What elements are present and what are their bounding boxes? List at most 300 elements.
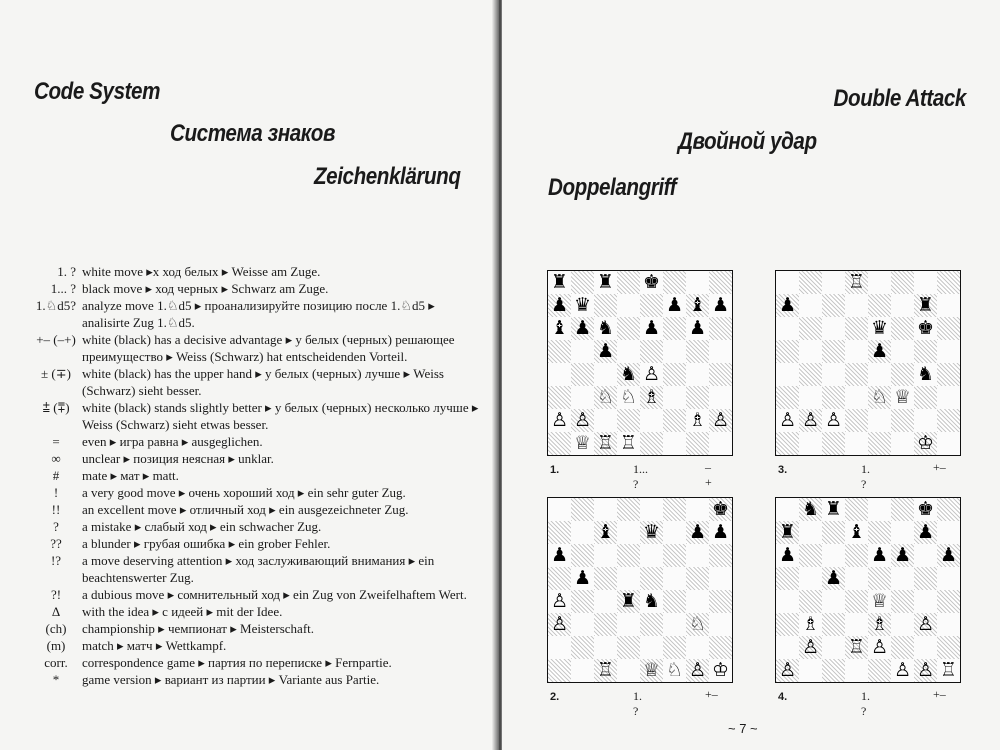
board-square	[571, 613, 594, 636]
title-english-right: Double Attack	[833, 85, 966, 112]
board-square	[776, 432, 799, 455]
chess-piece-icon: ♝	[847, 521, 866, 543]
board-square	[663, 386, 686, 409]
chess-piece-icon: ♝	[596, 521, 615, 543]
board-square	[548, 386, 571, 409]
board-square	[594, 613, 617, 636]
legend-symbol: ?	[53, 519, 59, 534]
legend-symbol: +– (–+)	[36, 332, 76, 347]
chess-piece-icon: ♙	[824, 409, 843, 431]
chess-piece-icon: ♖	[847, 271, 866, 293]
board-square	[868, 567, 891, 590]
board-square	[822, 590, 845, 613]
page-number: ~ 7 ~	[728, 721, 758, 736]
board-square	[868, 294, 891, 317]
chess-piece-icon: ♙	[778, 409, 797, 431]
board-square	[868, 498, 891, 521]
board-square	[640, 544, 663, 567]
board-square	[822, 432, 845, 455]
chess-piece-icon: ♖	[847, 636, 866, 658]
chess-piece-icon: ♚	[916, 317, 935, 339]
chess-piece-icon: ♔	[711, 659, 730, 681]
board-square	[822, 294, 845, 317]
legend-description: black move ▸ ход черных ▸ Schwarz am Zuge.	[82, 281, 329, 296]
diagram-prompt: 1. ?	[861, 689, 870, 718]
board-square	[799, 521, 822, 544]
board-square	[868, 271, 891, 294]
board-square	[594, 590, 617, 613]
board-square	[686, 498, 709, 521]
diagram-number: 3.	[778, 464, 788, 476]
board-square	[617, 636, 640, 659]
legend-symbol: !?	[50, 553, 62, 568]
board-square	[799, 340, 822, 363]
board-square	[594, 294, 617, 317]
diagram-evaluation: +–	[933, 687, 946, 701]
chess-piece-icon: ♖	[596, 659, 615, 681]
chess-piece-icon: ♘	[596, 386, 615, 408]
legend-description: white (black) stands slightly better ▸ у белых (черных) несколько лучше ▸ Weiss (Schwarz) sieht etwas besser.	[82, 400, 479, 432]
board-square	[776, 271, 799, 294]
board-square	[845, 613, 868, 636]
board-square	[845, 386, 868, 409]
board-square	[663, 567, 686, 590]
board-square	[640, 409, 663, 432]
board-square	[845, 409, 868, 432]
legend-description: mate ▸ мат ▸ matt.	[82, 468, 179, 483]
legend-symbol: !!	[51, 502, 61, 517]
board-square	[776, 340, 799, 363]
board-square	[914, 386, 937, 409]
diagram-number: 2.	[550, 691, 560, 703]
board-square	[686, 544, 709, 567]
legend-description: a dubious move ▸ сомнительный ход ▸ ein Zug von Zweifelhaftem Wert.	[82, 587, 467, 602]
legend-row	[30, 484, 480, 501]
chess-board	[775, 497, 961, 683]
board-square	[663, 432, 686, 455]
board-square	[845, 363, 868, 386]
board-square	[686, 340, 709, 363]
chess-piece-icon: ♟	[778, 294, 797, 316]
board-square	[845, 294, 868, 317]
chess-piece-icon: ♟	[711, 521, 730, 543]
board-square	[709, 271, 732, 294]
board-square	[617, 317, 640, 340]
legend-row	[30, 297, 480, 331]
legend-description: match ▸ матч ▸ Wettkampf.	[82, 638, 227, 653]
chess-piece-icon: ♞	[801, 498, 820, 520]
board-square	[822, 544, 845, 567]
chess-board	[547, 270, 733, 456]
board-square	[709, 567, 732, 590]
board-square	[617, 271, 640, 294]
board-square	[571, 363, 594, 386]
board-square	[822, 386, 845, 409]
chess-piece-icon: ♟	[550, 294, 569, 316]
board-square	[799, 271, 822, 294]
board-square	[822, 613, 845, 636]
board-square	[891, 567, 914, 590]
board-square	[594, 544, 617, 567]
board-square	[937, 432, 960, 455]
legend-symbol: ∞	[51, 451, 61, 466]
board-square	[686, 432, 709, 455]
chess-piece-icon: ♖	[596, 432, 615, 454]
legend-description: with the idea ▸ с идеей ▸ mit der Idee.	[82, 604, 283, 619]
board-square	[663, 317, 686, 340]
chess-piece-icon: ♚	[711, 498, 730, 520]
legend-row	[30, 433, 480, 450]
board-square	[548, 363, 571, 386]
chess-piece-icon: ♕	[870, 590, 889, 612]
chess-piece-icon: ♛	[573, 294, 592, 316]
title-russian-right: Двойной удар	[678, 128, 817, 155]
legend-description: a blunder ▸ грубая ошибка ▸ ein grober Fehler.	[82, 536, 331, 551]
board-square	[709, 317, 732, 340]
chess-piece-icon: ♟	[665, 294, 684, 316]
legend-row	[30, 654, 480, 671]
board-square	[640, 340, 663, 363]
board-square	[617, 409, 640, 432]
chess-piece-icon: ♜	[824, 498, 843, 520]
chess-piece-icon: ♞	[916, 363, 935, 385]
board-square	[868, 521, 891, 544]
chess-piece-icon: ♘	[870, 386, 889, 408]
legend-row	[30, 603, 480, 620]
board-square	[822, 659, 845, 682]
chess-piece-icon: ♙	[801, 636, 820, 658]
board-square	[776, 567, 799, 590]
legend-symbol: !	[53, 485, 59, 500]
board-square	[799, 294, 822, 317]
legend-row	[30, 620, 480, 637]
board-square	[914, 636, 937, 659]
board-square	[776, 317, 799, 340]
board-square	[891, 636, 914, 659]
board-square	[845, 590, 868, 613]
board-square	[709, 386, 732, 409]
chess-piece-icon: ♙	[711, 409, 730, 431]
board-square	[891, 271, 914, 294]
board-square	[571, 498, 594, 521]
board-square	[937, 271, 960, 294]
chess-piece-icon: ♘	[688, 613, 707, 635]
board-square	[937, 409, 960, 432]
title-russian: Система знаков	[170, 120, 336, 147]
chess-piece-icon: ♝	[688, 294, 707, 316]
chess-piece-icon: ♚	[642, 271, 661, 293]
chess-piece-icon: ♟	[916, 521, 935, 543]
legend-description: white (black) has the upper hand ▸ у белых (черных) лучше ▸ Weiss (Schwarz) sieht besser.	[82, 366, 444, 398]
title-english: Code System	[34, 78, 161, 105]
chess-piece-icon: ♟	[870, 544, 889, 566]
board-square	[686, 567, 709, 590]
board-square	[914, 567, 937, 590]
legend-description: a very good move ▸ очень хороший ход ▸ ein sehr guter Zug.	[82, 485, 406, 500]
board-square	[914, 590, 937, 613]
board-square	[709, 636, 732, 659]
board-square	[571, 590, 594, 613]
board-square	[937, 567, 960, 590]
board-square	[594, 498, 617, 521]
diagram-prompt: 1. ?	[861, 462, 870, 491]
chess-piece-icon: ♙	[916, 613, 935, 635]
board-square	[891, 613, 914, 636]
legend-row	[30, 552, 480, 586]
legend-description: unclear ▸ позиция неясная ▸ unklar.	[82, 451, 274, 466]
legend-description: game version ▸ вариант из партии ▸ Variante aus Partie.	[82, 672, 380, 687]
board-square	[709, 363, 732, 386]
board-square	[709, 432, 732, 455]
chess-piece-icon: ♟	[573, 317, 592, 339]
board-square	[571, 386, 594, 409]
legend-description: correspondence game ▸ партия по переписке ▸ Fernpartie.	[82, 655, 392, 670]
chess-piece-icon: ♛	[642, 521, 661, 543]
board-square	[640, 498, 663, 521]
board-square	[845, 659, 868, 682]
board-square	[617, 659, 640, 682]
legend-row	[30, 399, 480, 433]
board-square	[594, 636, 617, 659]
chess-piece-icon: ♘	[665, 659, 684, 681]
board-square	[891, 294, 914, 317]
board-square	[891, 363, 914, 386]
board-square	[571, 544, 594, 567]
board-square	[617, 521, 640, 544]
legend-row	[30, 637, 480, 654]
chess-piece-icon: ♕	[642, 659, 661, 681]
chess-piece-icon: ♖	[619, 432, 638, 454]
board-square	[937, 363, 960, 386]
board-square	[822, 363, 845, 386]
legend-symbol: Δ	[51, 604, 61, 619]
legend-description: even ▸ игра равна ▸ ausgeglichen.	[82, 434, 263, 449]
board-square	[663, 363, 686, 386]
board-square	[776, 363, 799, 386]
board-square	[776, 386, 799, 409]
board-square	[571, 340, 594, 363]
chess-piece-icon: ♜	[778, 521, 797, 543]
legend-row	[30, 263, 480, 280]
board-square	[776, 613, 799, 636]
title-german-right: Doppelangriff	[548, 174, 677, 201]
board-square	[571, 521, 594, 544]
chess-piece-icon: ♞	[642, 590, 661, 612]
diagram-prompt: 1... ?	[633, 462, 648, 491]
board-square	[799, 544, 822, 567]
chess-piece-icon: ♙	[550, 409, 569, 431]
chess-board	[775, 270, 961, 456]
board-square	[822, 340, 845, 363]
chess-piece-icon: ♗	[688, 409, 707, 431]
chess-piece-icon: ♙	[573, 409, 592, 431]
board-square	[845, 317, 868, 340]
legend-symbol: *	[52, 672, 60, 687]
legend-symbol: =	[52, 434, 60, 449]
chess-piece-icon: ♟	[870, 340, 889, 362]
diagram-evaluation: +–	[933, 460, 946, 474]
board-square	[617, 567, 640, 590]
board-square	[799, 386, 822, 409]
legend-row	[30, 467, 480, 484]
chess-piece-icon: ♚	[916, 498, 935, 520]
board-square	[686, 363, 709, 386]
chess-piece-icon: ♟	[688, 317, 707, 339]
board-square	[548, 498, 571, 521]
chess-piece-icon: ♟	[550, 544, 569, 566]
board-square	[868, 432, 891, 455]
chess-piece-icon: ♙	[801, 409, 820, 431]
legend-symbol: 1. ?	[57, 264, 76, 279]
board-square	[937, 521, 960, 544]
board-square	[845, 544, 868, 567]
legend-symbol: ± (∓)	[41, 366, 71, 381]
board-square	[868, 363, 891, 386]
legend-symbol: corr.	[44, 655, 68, 670]
board-square	[868, 659, 891, 682]
board-square	[937, 636, 960, 659]
chess-piece-icon: ♕	[893, 386, 912, 408]
board-square	[799, 659, 822, 682]
board-square	[571, 659, 594, 682]
board-square	[937, 294, 960, 317]
left-page	[0, 0, 498, 750]
board-square	[548, 567, 571, 590]
board-square	[845, 432, 868, 455]
chess-piece-icon: ♟	[573, 567, 592, 589]
diagram-evaluation: +–	[705, 687, 718, 701]
board-square	[640, 636, 663, 659]
board-square	[822, 317, 845, 340]
legend-symbol: 1.♘d5?	[35, 298, 76, 313]
board-square	[891, 409, 914, 432]
chess-piece-icon: ♞	[619, 363, 638, 385]
board-square	[640, 613, 663, 636]
board-square	[548, 659, 571, 682]
board-square	[617, 613, 640, 636]
chess-piece-icon: ♙	[550, 613, 569, 635]
chess-piece-icon: ♜	[550, 271, 569, 293]
chess-piece-icon: ♟	[711, 294, 730, 316]
legend-symbol: #	[52, 468, 60, 483]
board-square	[822, 521, 845, 544]
board-square	[663, 636, 686, 659]
chess-piece-icon: ♟	[939, 544, 958, 566]
legend-row	[30, 450, 480, 467]
board-square	[594, 567, 617, 590]
legend-row	[30, 331, 480, 365]
board-square	[914, 340, 937, 363]
board-square	[937, 386, 960, 409]
legend-description: an excellent move ▸ отличный ход ▸ ein ausgezeichneter Zug.	[82, 502, 409, 517]
board-square	[845, 498, 868, 521]
board-square	[891, 432, 914, 455]
board-square	[663, 409, 686, 432]
board-square	[663, 521, 686, 544]
chess-piece-icon: ♙	[916, 659, 935, 681]
board-square	[845, 567, 868, 590]
board-square	[799, 317, 822, 340]
chess-piece-icon: ♘	[619, 386, 638, 408]
board-square	[663, 498, 686, 521]
chess-piece-icon: ♟	[596, 340, 615, 362]
diagram-number: 1.	[550, 464, 560, 476]
board-square	[548, 340, 571, 363]
board-square	[776, 636, 799, 659]
chess-piece-icon: ♙	[550, 590, 569, 612]
chess-piece-icon: ♗	[642, 386, 661, 408]
board-square	[617, 294, 640, 317]
board-square	[914, 544, 937, 567]
diagram-number: 4.	[778, 691, 788, 703]
board-square	[640, 432, 663, 455]
legend-description: white (black) has a decisive advantage ▸ у белых (черных) решающее преимущество ▸ Weiss (Schwarz) hat entscheidenden Vorteil.	[82, 332, 455, 364]
board-square	[891, 340, 914, 363]
legend-description: analyze move 1.♘d5 ▸ проанализируйте позицию после 1.♘d5 ▸ analisirte Zug 1.♘d5.	[82, 298, 435, 330]
legend-row	[30, 586, 480, 603]
chess-piece-icon: ♙	[642, 363, 661, 385]
legend-row	[30, 671, 480, 688]
board-square	[663, 340, 686, 363]
board-square	[937, 590, 960, 613]
board-square	[709, 590, 732, 613]
board-square	[937, 498, 960, 521]
legend-description: a move deserving attention ▸ ход заслуживающий внимания ▸ ein beachtenswerter Zug.	[82, 553, 435, 585]
board-square	[640, 294, 663, 317]
board-square	[686, 636, 709, 659]
board-square	[571, 636, 594, 659]
legend-row	[30, 518, 480, 535]
board-square	[617, 544, 640, 567]
board-square	[799, 567, 822, 590]
board-square	[914, 271, 937, 294]
board-square	[663, 544, 686, 567]
board-square	[548, 521, 571, 544]
board-square	[822, 271, 845, 294]
title-german: Zeichenklärunq	[314, 163, 461, 190]
board-square	[617, 498, 640, 521]
board-square	[686, 386, 709, 409]
board-square	[776, 590, 799, 613]
diagram-evaluation: –+	[705, 460, 712, 489]
chess-piece-icon: ♖	[939, 659, 958, 681]
board-square	[594, 363, 617, 386]
chess-piece-icon: ♛	[870, 317, 889, 339]
board-square	[709, 613, 732, 636]
board-square	[571, 271, 594, 294]
chess-piece-icon: ♙	[688, 659, 707, 681]
board-square	[914, 409, 937, 432]
chess-piece-icon: ♕	[573, 432, 592, 454]
legend-symbol: (ch)	[45, 621, 67, 636]
chess-piece-icon: ♔	[916, 432, 935, 454]
board-square	[799, 590, 822, 613]
chess-board	[547, 497, 733, 683]
board-square	[891, 317, 914, 340]
board-square	[640, 567, 663, 590]
board-square	[548, 432, 571, 455]
chess-piece-icon: ♗	[801, 613, 820, 635]
notation-legend	[30, 263, 480, 688]
legend-symbol: ??	[50, 536, 62, 551]
legend-symbol: ?!	[50, 587, 62, 602]
chess-piece-icon: ♜	[916, 294, 935, 316]
board-square	[663, 271, 686, 294]
board-square	[594, 409, 617, 432]
board-square	[686, 590, 709, 613]
chess-piece-icon: ♟	[824, 567, 843, 589]
board-square	[845, 340, 868, 363]
